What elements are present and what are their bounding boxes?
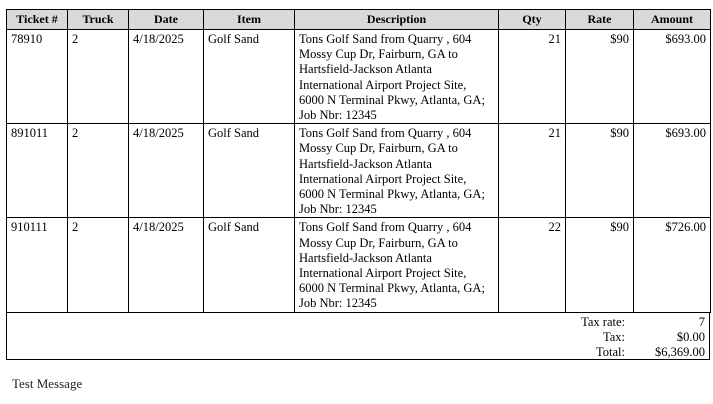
item-cell: Golf Sand [204,218,295,312]
table-header-row [7,10,711,30]
tax-value: $0.00 [676,329,705,344]
truck-cell: 2 [68,218,129,312]
rate-cell: $90 [566,218,634,312]
column-header-rate: Rate [566,10,634,30]
table-row [7,124,711,218]
total-value: $6,369.00 [655,344,705,359]
column-header-qty: Qty [499,10,566,30]
column-header-description: Description [295,10,499,30]
table-row [7,30,711,124]
ticket-cell: 891011 [7,124,68,218]
description-cell: Tons Golf Sand from Quarry , 604 Mossy Cup Dr, Fairburn, GA to Hartsfield-Jackson Atlanta International Airport Project Site, 6000 N Terminal Pkwy, Atlanta, GA; Job Nbr: 12345 [295,218,499,312]
description-cell: Tons Golf Sand from Quarry , 604 Mossy Cup Dr, Fairburn, GA to Hartsfield-Jackson Atlanta International Airport Project Site, 6000 N Terminal Pkwy, Atlanta, GA; Job Nbr: 12345 [295,30,499,124]
column-header-date: Date [129,10,204,30]
item-cell: Golf Sand [204,30,295,124]
date-cell: 4/18/2025 [129,218,204,312]
totals-box [6,313,710,360]
ticket-cell: 910111 [7,218,68,312]
line-items-table [6,9,711,313]
column-header-truck: Truck [68,10,129,30]
date-cell: 4/18/2025 [129,124,204,218]
ticket-cell: 78910 [7,30,68,124]
tax-rate-value: 7 [698,314,705,329]
amount-cell: $693.00 [634,30,711,124]
truck-cell: 2 [68,30,129,124]
invoice-items-section [6,9,710,360]
table-row [7,218,711,312]
qty-cell: 21 [499,30,566,124]
column-header-amount: Amount [634,10,711,30]
amount-cell: $693.00 [634,124,711,218]
date-cell: 4/18/2025 [129,30,204,124]
total-line [505,345,705,360]
column-header-item: Item [204,10,295,30]
amount-cell: $726.00 [634,218,711,312]
total-label: Total: [596,344,625,359]
item-cell: Golf Sand [204,124,295,218]
qty-cell: 21 [499,124,566,218]
truck-cell: 2 [68,124,129,218]
tax-line [505,330,705,345]
column-header-ticket: Ticket # [7,10,68,30]
tax-rate-label: Tax rate: [581,314,625,329]
qty-cell: 22 [499,218,566,312]
message-text: Test Message [12,376,83,391]
rate-cell: $90 [566,124,634,218]
tax-label: Tax: [602,329,625,344]
rate-cell: $90 [566,30,634,124]
tax-rate-line [505,315,705,330]
description-cell: Tons Golf Sand from Quarry , 604 Mossy Cup Dr, Fairburn, GA to Hartsfield-Jackson Atlanta International Airport Project Site, 6000 N Terminal Pkwy, Atlanta, GA; Job Nbr: 12345 [295,124,499,218]
